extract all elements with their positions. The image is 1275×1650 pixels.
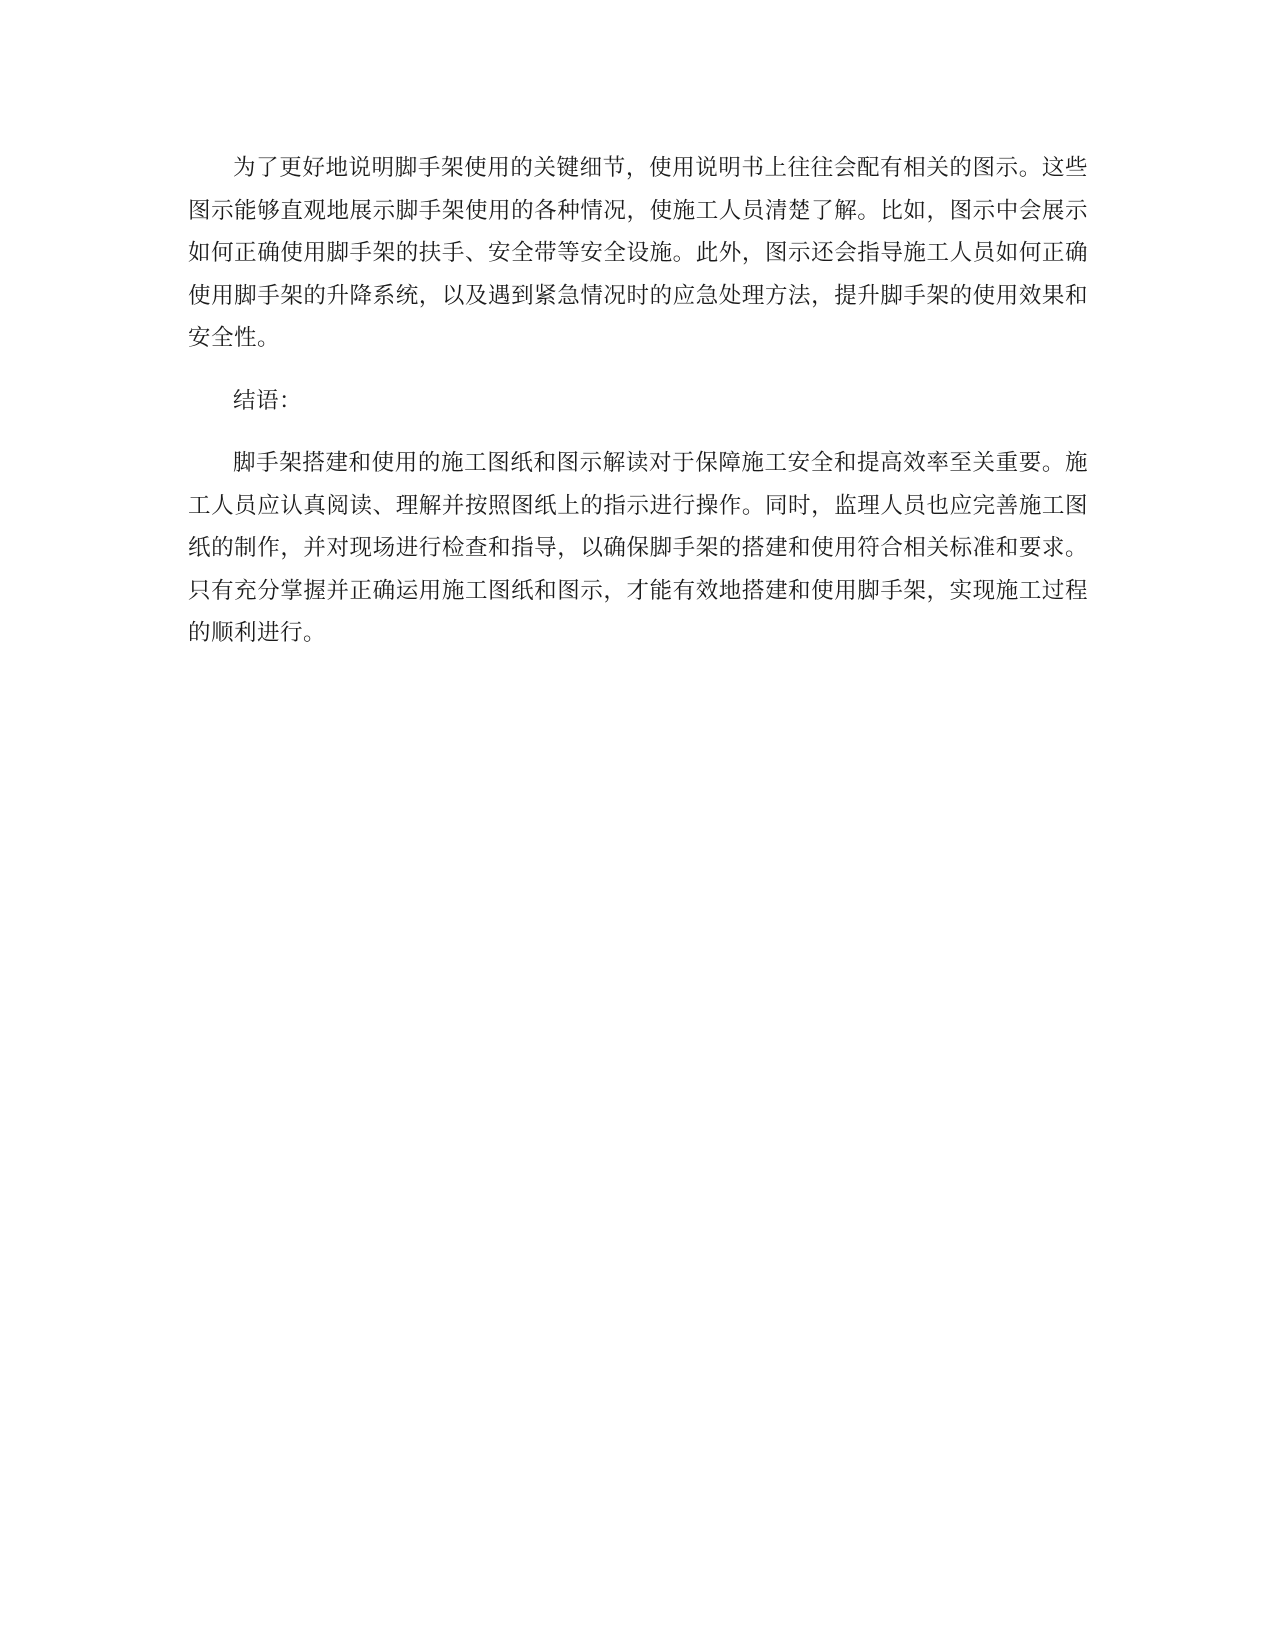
paragraph-illustrations: 为了更好地说明脚手架使用的关键细节，使用说明书上往往会配有相关的图示。这些图示能够直观地展示脚手架使用的各种情况，使施工人员清楚了解。比如，图示中会展示如何正确使用脚手架的扶手、安全带等安全设施。此外，图示还会指导施工人员如何正确使用脚手架的升降系统，以及遇到紧急情况时的应急处理方法，提升脚手架的使用效果和安全性。 [188, 155, 1088, 351]
paragraph-conclusion: 脚手架搭建和使用的施工图纸和图示解读对于保障施工安全和提高效率至关重要。施工人员应认真阅读、理解并按照图纸上的指示进行操作。同时，监理人员也应完善施工图纸的制作，并对现场进行检查和指导，以确保脚手架的搭建和使用符合相关标准和要求。只有充分掌握并正确运用施工图纸和图示，才能有效地搭建和使用脚手架，实现施工过程的顺利进行。 [188, 450, 1088, 646]
document-body [188, 147, 1088, 655]
conclusion-heading: 结语： [233, 387, 303, 414]
